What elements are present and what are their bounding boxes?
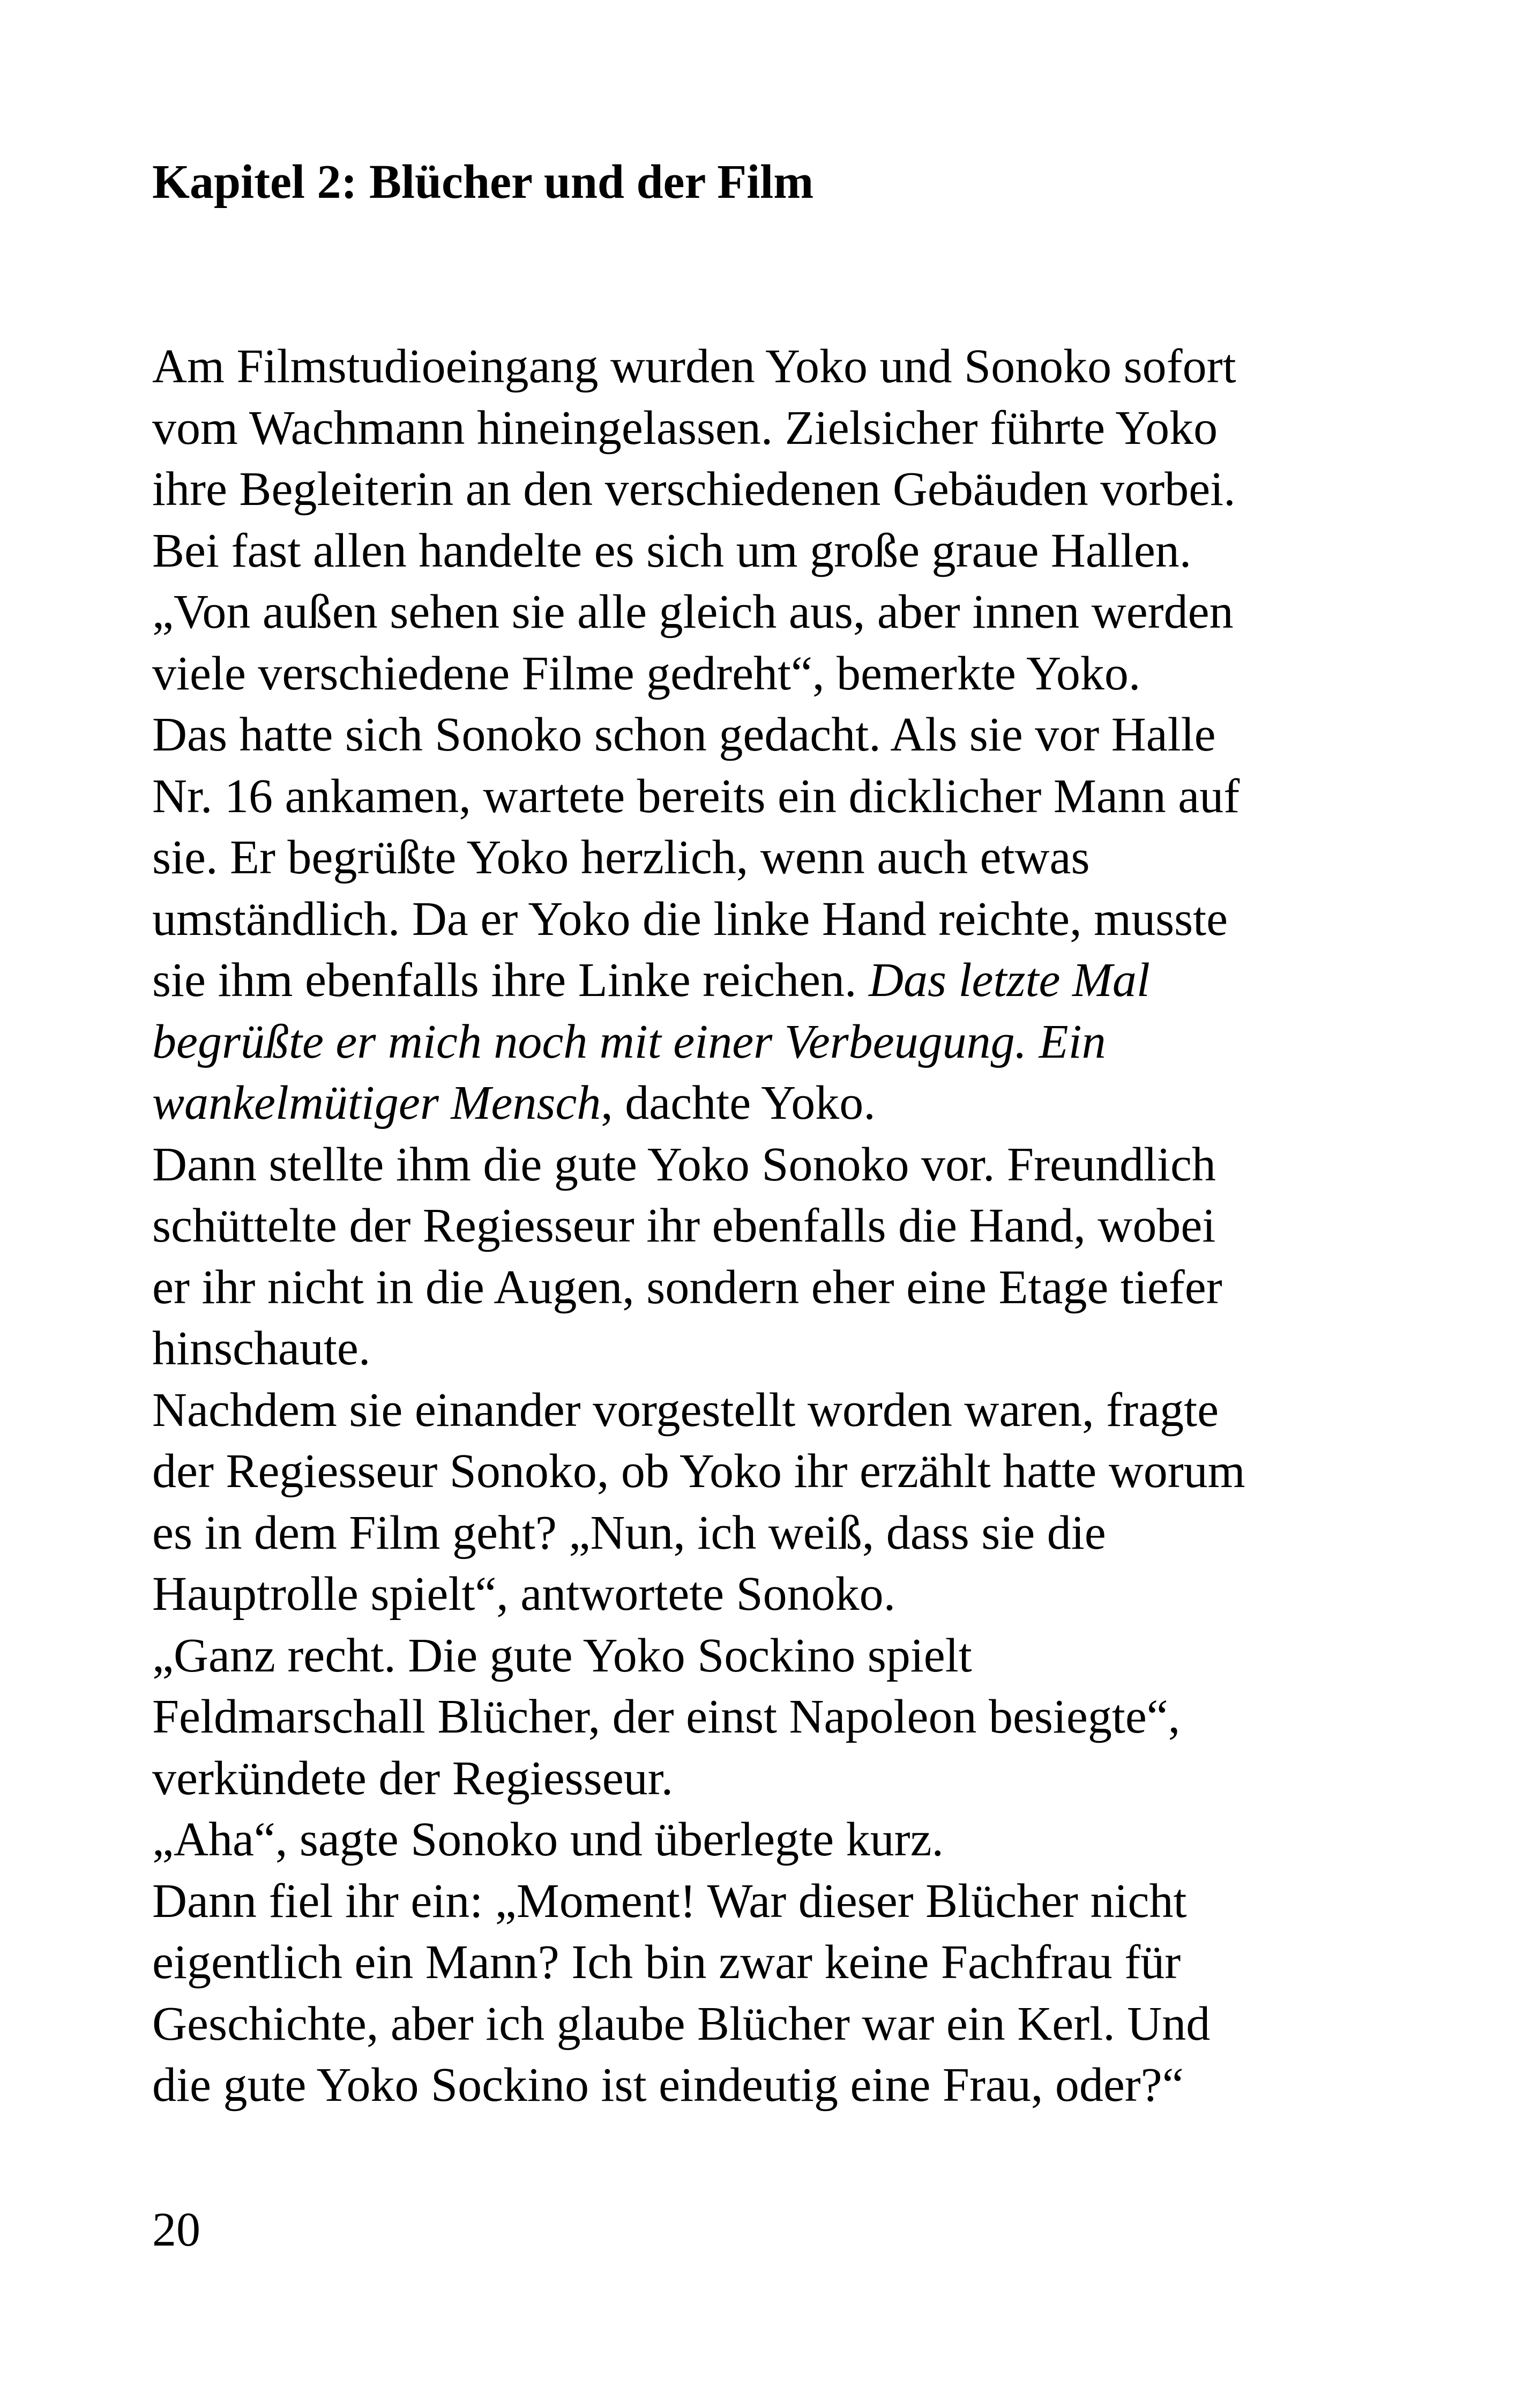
- text-run: sie. Er begrüßte Yoko herzlich, wenn auch etwas: [152, 831, 1090, 884]
- text-line: [152, 398, 1385, 459]
- body-text: [152, 336, 1385, 2116]
- text-run: vom Wachmann hineingelassen. Zielsicher führte Yoko: [152, 401, 1218, 455]
- text-run: viele verschiedene Filme gedreht“, bemerkte Yoko.: [152, 646, 1141, 700]
- text-run: , dachte Yoko.: [601, 1076, 876, 1129]
- text-run: Geschichte, aber ich glaube Blücher war ein Kerl. Und: [152, 1997, 1211, 2050]
- text-line: [152, 827, 1385, 889]
- text-line: [152, 1441, 1385, 1503]
- text-run: Am Filmstudioeingang wurden Yoko und Sonoko sofort: [152, 340, 1236, 393]
- text-run: hinschaute.: [152, 1322, 371, 1375]
- text-line: [152, 950, 1385, 1012]
- text-line: [152, 1748, 1385, 1810]
- text-line: [152, 1134, 1385, 1196]
- italic-run: begrüßte er mich noch mit einer Verbeugung. Ein: [152, 1015, 1106, 1068]
- text-line: [152, 889, 1385, 950]
- text-line: [152, 521, 1385, 582]
- text-line: [152, 1564, 1385, 1625]
- text-line: [152, 1686, 1385, 1748]
- text-run: Bei fast allen handelte es sich um große graue Hallen.: [152, 524, 1192, 577]
- text-run: schüttelte der Regiesseur ihr ebenfalls die Hand, wobei: [152, 1199, 1216, 1252]
- text-line: [152, 459, 1385, 521]
- text-run: „Ganz recht. Die gute Yoko Sockino spielt: [152, 1629, 972, 1682]
- text-run: der Regiesseur Sonoko, ob Yoko ihr erzählt hatte worum: [152, 1445, 1245, 1498]
- italic-run: wankelmütiger Mensch: [152, 1076, 601, 1129]
- text-run: umständlich. Da er Yoko die linke Hand reichte, musste: [152, 892, 1228, 946]
- text-run: Dann fiel ihr ein: „Moment! War dieser Blücher nicht: [152, 1874, 1187, 1928]
- text-run: ihre Begleiterin an den verschiedenen Gebäuden vorbei.: [152, 463, 1236, 516]
- text-run: verkündete der Regiesseur.: [152, 1751, 674, 1805]
- text-line: [152, 1625, 1385, 1687]
- text-line: [152, 1503, 1385, 1564]
- page-number: 20: [152, 2203, 200, 2256]
- text-line: [152, 643, 1385, 705]
- text-line: [152, 336, 1385, 398]
- text-line: [152, 582, 1385, 643]
- text-run: Dann stellte ihm die gute Yoko Sonoko vor. Freundlich: [152, 1138, 1216, 1191]
- italic-run: Das letzte Mal: [869, 954, 1150, 1007]
- text-run: die gute Yoko Sockino ist eindeutig eine Frau, oder?“: [152, 2058, 1184, 2112]
- text-run: Hauptrolle spielt“, antwortete Sonoko.: [152, 1567, 896, 1621]
- text-line: [152, 1012, 1385, 1073]
- text-line: [152, 1195, 1385, 1257]
- text-run: „Aha“, sagte Sonoko und überlegte kurz.: [152, 1813, 944, 1866]
- text-line: [152, 1380, 1385, 1441]
- text-run: sie ihm ebenfalls ihre Linke reichen.: [152, 954, 869, 1007]
- text-run: Das hatte sich Sonoko schon gedacht. Als sie vor Halle: [152, 708, 1216, 761]
- text-line: [152, 1809, 1385, 1871]
- text-line: [152, 766, 1385, 828]
- chapter-title: Kapitel 2: Blücher und der Film: [152, 155, 814, 209]
- text-run: es in dem Film geht? „Nun, ich weiß, dass sie die: [152, 1506, 1106, 1559]
- text-run: „Von außen sehen sie alle gleich aus, aber innen werden: [152, 585, 1234, 638]
- text-line: [152, 2055, 1385, 2116]
- text-run: Feldmarschall Blücher, der einst Napoleon besiegte“,: [152, 1690, 1181, 1743]
- text-line: [152, 1318, 1385, 1380]
- text-line: [152, 704, 1385, 766]
- text-run: Nachdem sie einander vorgestellt worden waren, fragte: [152, 1383, 1219, 1437]
- text-line: [152, 1871, 1385, 1933]
- text-line: [152, 1073, 1385, 1134]
- text-run: er ihr nicht in die Augen, sondern eher eine Etage tiefer: [152, 1260, 1222, 1314]
- text-line: [152, 1994, 1385, 2055]
- text-line: [152, 1257, 1385, 1319]
- text-run: Nr. 16 ankamen, wartete bereits ein dicklicher Mann auf: [152, 769, 1240, 823]
- text-run: eigentlich ein Mann? Ich bin zwar keine Fachfrau für: [152, 1936, 1181, 1989]
- text-line: [152, 1932, 1385, 1994]
